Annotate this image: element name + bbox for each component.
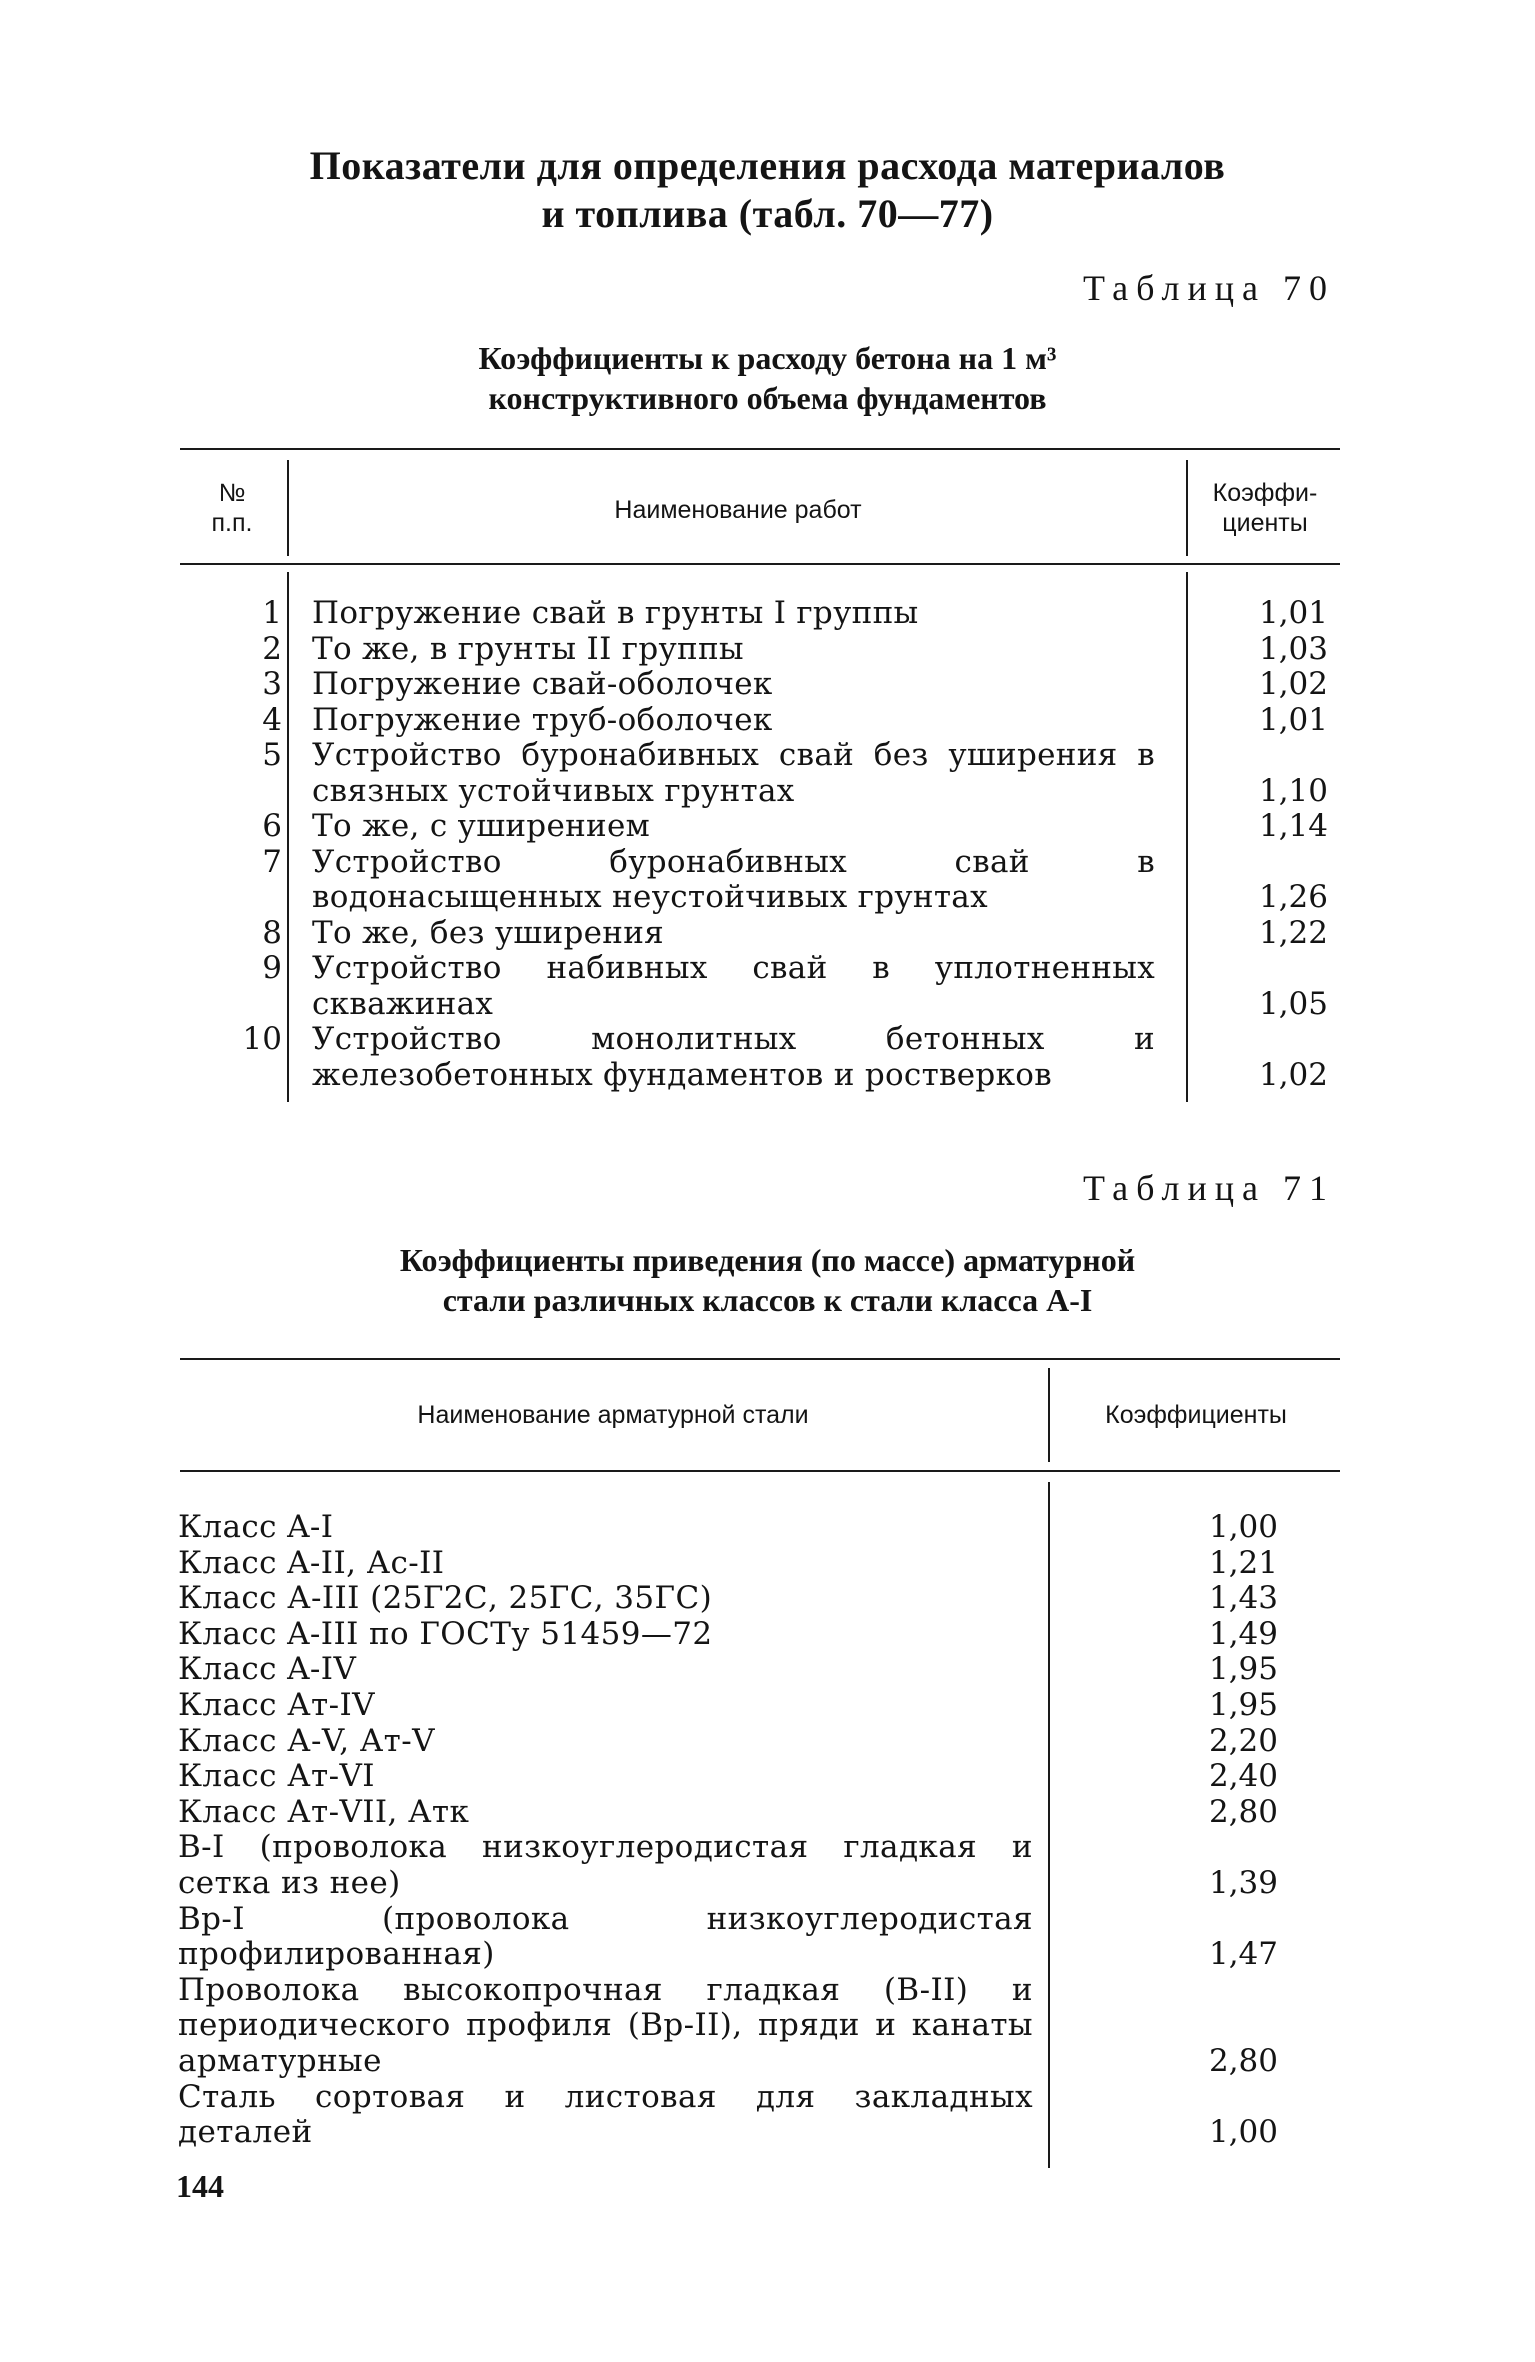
steel-name: Класс A-II, Ас-II: [178, 1544, 445, 1581]
table-71-header-vrule: [1048, 1368, 1050, 1462]
row-number: 2: [262, 630, 282, 667]
coefficient: 1,00: [1208, 1509, 1278, 1545]
steel-name: Проволока высокопрочная гладкая (В-II) и периодического профиля (Вр-II), пряди и канаты арматурные: [178, 1971, 1033, 2079]
coefficient: 2,20: [1208, 1722, 1278, 1759]
work-name: Погружение свай-оболочек: [312, 666, 773, 702]
work-name: Погружение труб-оболочек: [312, 701, 773, 738]
steel-name: Вр-I (проволока низкоуглеродистая профилированная): [178, 1900, 1033, 1973]
coefficient: 1,03: [1258, 630, 1328, 667]
row-number: 10: [242, 1021, 282, 1057]
coefficient: 2,80: [1208, 1793, 1278, 1830]
coefficient: 1,95: [1208, 1687, 1278, 1723]
table-71-header-rule: [180, 1470, 1340, 1472]
row-number: 1: [262, 595, 282, 631]
table-70-body-vrule-1: [287, 572, 289, 1102]
table-70-caption-line-1: Коэффициенты к расходу бетона на 1 м³: [478, 340, 1057, 376]
steel-name: В-I (проволока низкоуглеродистая гладкая и сетка из нее): [178, 1829, 1033, 1901]
row-number: 5: [262, 737, 282, 773]
coefficient: 1,02: [1258, 666, 1328, 702]
coefficient: 1,49: [1208, 1615, 1278, 1652]
table-71-body-vrule: [1048, 1482, 1050, 2168]
table-71-header-coef: Коэффициенты: [1105, 1401, 1287, 1429]
table-71-header-name: Наименование арматурной стали: [417, 1401, 809, 1429]
work-name: То же, с уширением: [312, 808, 651, 844]
row-number: 4: [262, 701, 282, 738]
steel-name: Класс A-IV: [178, 1651, 357, 1688]
page-title-line-2: и топлива (табл. 70—77): [541, 191, 994, 236]
work-name: Устройство монолитных бетонных и железобетонных фундаментов и ростверков: [312, 1021, 1155, 1093]
row-number: 7: [262, 843, 282, 880]
table-70-header-vrule-1: [287, 460, 289, 556]
table-70-header-num: [180, 478, 284, 538]
coefficient: 1,01: [1258, 701, 1328, 738]
steel-name: Сталь сортовая и листовая для закладных деталей: [178, 2078, 1033, 2151]
table-70-header-coef: [1190, 478, 1340, 538]
coefficient: 2,80: [1208, 2042, 1278, 2079]
steel-name: Класс A-III по ГОСТу 51459—72: [178, 1615, 713, 1652]
work-name: То же, без уширения: [312, 914, 665, 951]
steel-name: Класс A-I: [178, 1509, 334, 1545]
coefficient: 1,14: [1258, 808, 1328, 844]
table-71-caption: [180, 1240, 1355, 1320]
coefficient: 1,39: [1208, 1864, 1278, 1901]
coefficient: 1,47: [1208, 1936, 1278, 1973]
row-number: 8: [262, 914, 282, 951]
coefficient: 2,40: [1208, 1758, 1278, 1795]
table-71-caption-line-2: стали различных классов к стали класса А-I: [442, 1282, 1093, 1318]
table-71-caption-line-1: Коэффициенты приведения (по массе) арматурной: [399, 1242, 1136, 1278]
table-70-header-num-line-1: №: [218, 479, 246, 507]
work-name: Устройство буронабивных свай без уширения в связных устойчивых грунтах: [312, 737, 1155, 809]
page-title-line-1: Показатели для определения расхода материалов: [309, 143, 1226, 188]
steel-name: Класс Ат-VII, Атк: [178, 1793, 470, 1830]
table-70-caption: [180, 338, 1355, 418]
row-number: 6: [262, 808, 282, 844]
steel-name: Класс А-V, Ат-V: [178, 1722, 435, 1759]
row-number: 3: [262, 666, 282, 702]
coefficient: 1,02: [1258, 1056, 1328, 1093]
table-70-header-num-line-2: п.п.: [211, 509, 253, 537]
coefficient: 1,01: [1258, 595, 1328, 631]
row-number: 9: [262, 950, 282, 986]
coefficient: 1,22: [1258, 914, 1328, 951]
steel-name: Класс Ат-IV: [178, 1687, 375, 1723]
steel-name: Класс Ат-VI: [178, 1758, 375, 1795]
coefficient: 1,95: [1208, 1651, 1278, 1688]
table-70-header-coef-line-2: циенты: [1222, 509, 1308, 537]
steel-name: Класс А-III (25Г2С, 25ГС, 35ГС): [178, 1580, 713, 1617]
coefficient: 1,26: [1258, 879, 1328, 915]
table-70-header-name: Наименование работ: [614, 496, 862, 524]
coefficient: 1,43: [1208, 1580, 1278, 1617]
table-70-header-coef-line-1: Коэффи-: [1212, 479, 1318, 507]
work-name: Погружение свай в грунты I группы: [312, 595, 919, 631]
coefficient: 1,00: [1208, 2114, 1278, 2151]
coefficient: 1,05: [1258, 985, 1328, 1022]
page-title: [180, 142, 1355, 238]
page-number: 144: [176, 2168, 224, 2204]
work-name: Устройство буронабивных свай в водонасыщенных неустойчивых грунтах: [312, 843, 1155, 915]
work-name: То же, в грунты II группы: [312, 630, 744, 667]
table-70-top-rule: [180, 448, 1340, 450]
coefficient: 1,21: [1208, 1544, 1278, 1581]
table-71-top-rule: [180, 1358, 1340, 1360]
work-name: Устройство набивных свай в уплотненных скважинах: [312, 950, 1155, 1022]
table-71-label: Таблица 71: [1083, 1168, 1335, 1208]
table-70-caption-line-2: конструктивного объема фундаментов: [488, 380, 1047, 416]
table-70-label: Таблица 70: [1083, 268, 1335, 308]
coefficient: 1,10: [1258, 772, 1328, 809]
table-70-header-rule: [180, 563, 1340, 565]
table-70-header-vrule-2: [1186, 460, 1188, 556]
